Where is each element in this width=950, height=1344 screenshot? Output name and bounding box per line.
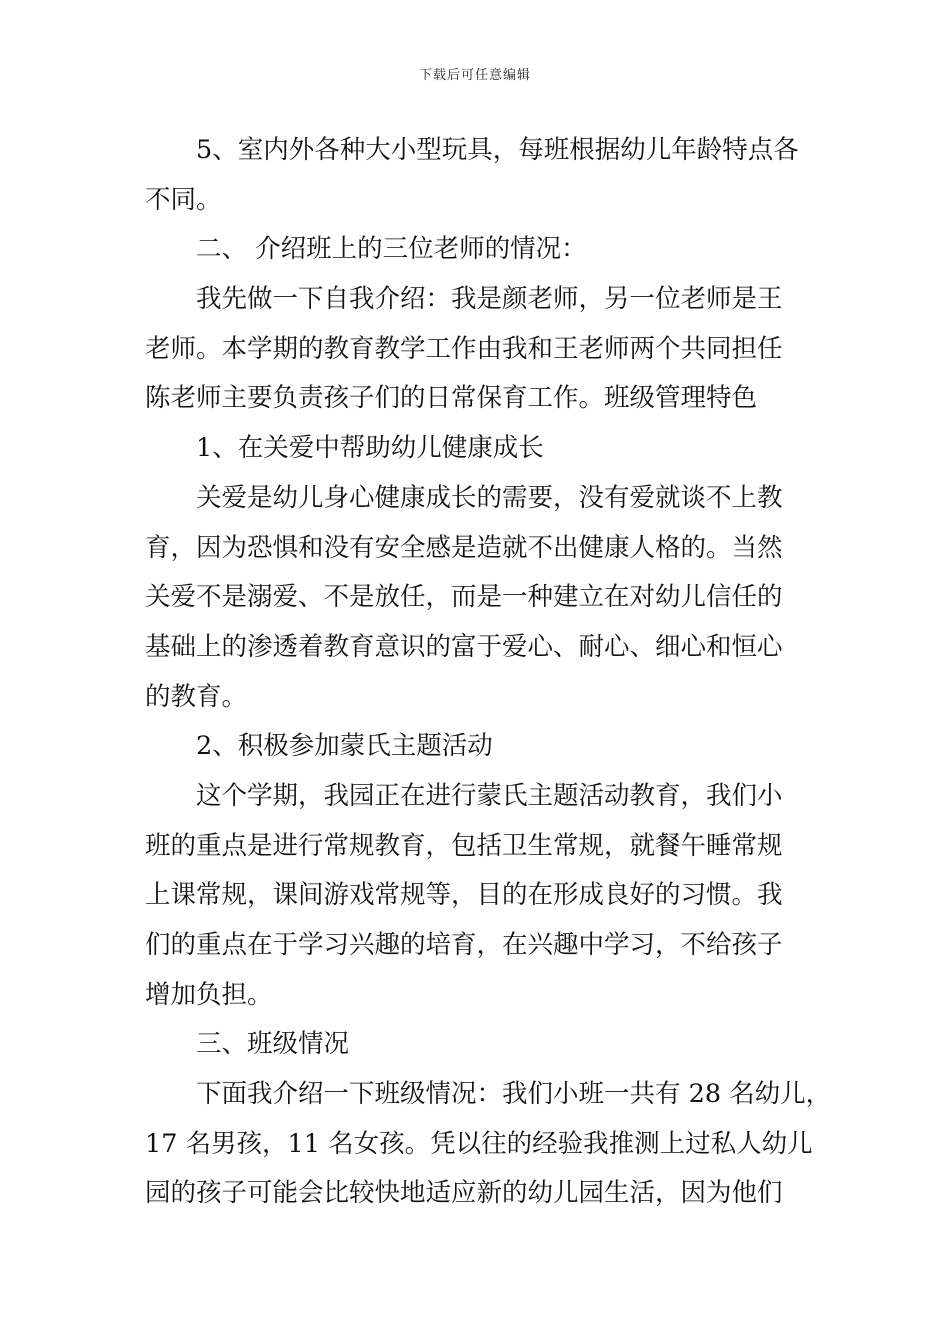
text-line: 园的孩子可能会比较快地适应新的幼儿园生活，因为他们: [145, 1178, 783, 1209]
text-line: 上课常规，课间游戏常规等，目的在形成良好的习惯。我: [145, 880, 783, 911]
text-line: 关爱不是溺爱、不是放任，而是一种建立在对幼儿信任的: [145, 582, 783, 613]
text-line: 育，因为恐惧和没有安全感是造就不出健康人格的。当然: [145, 532, 783, 563]
text-line: 我先做一下自我介绍：我是颜老师，另一位老师是王: [196, 284, 783, 315]
text-line: 增加负担。: [145, 979, 273, 1010]
text-line: 的教育。: [145, 681, 248, 712]
text-line: 这个学期，我园正在进行蒙氏主题活动教育，我们小: [196, 780, 783, 811]
text-line: 老师。本学期的教育教学工作由我和王老师两个共同担任: [145, 333, 783, 364]
subsection-heading: 1、在关爱中帮助幼儿健康成长: [196, 433, 544, 464]
section-heading: 二、 介绍班上的三位老师的情况：: [196, 234, 587, 265]
text-line: 下面我介绍一下班级情况：我们小班一共有 28 名幼儿，: [196, 1079, 832, 1110]
text-line: 陈老师主要负责孩子们的日常保育工作。班级管理特色: [145, 383, 758, 414]
text-line: 们的重点在于学习兴趣的培育，在兴趣中学习，不给孩子: [145, 930, 783, 960]
document-body: [145, 126, 832, 1219]
text-line: 关爱是幼儿身心健康成长的需要，没有爱就谈不上教: [196, 482, 783, 513]
text-line: 17 名男孩，11 名女孩。凭以往的经验我推测上过私人幼儿: [145, 1128, 813, 1159]
text-line: 班的重点是进行常规教育，包括卫生常规，就餐午睡常规: [145, 830, 783, 861]
text-line: 不同。: [145, 184, 222, 215]
page-header: 下载后可任意编辑: [418, 68, 531, 83]
subsection-heading: 2、积极参加蒙氏主题活动: [196, 731, 493, 762]
text-line: 5、室内外各种大小型玩具，每班根据幼儿年龄特点各: [196, 135, 799, 165]
section-heading: 三、班级情况: [196, 1029, 350, 1060]
text-line: 基础上的渗透着教育意识的富于爱心、耐心、细心和恒心: [145, 631, 783, 662]
